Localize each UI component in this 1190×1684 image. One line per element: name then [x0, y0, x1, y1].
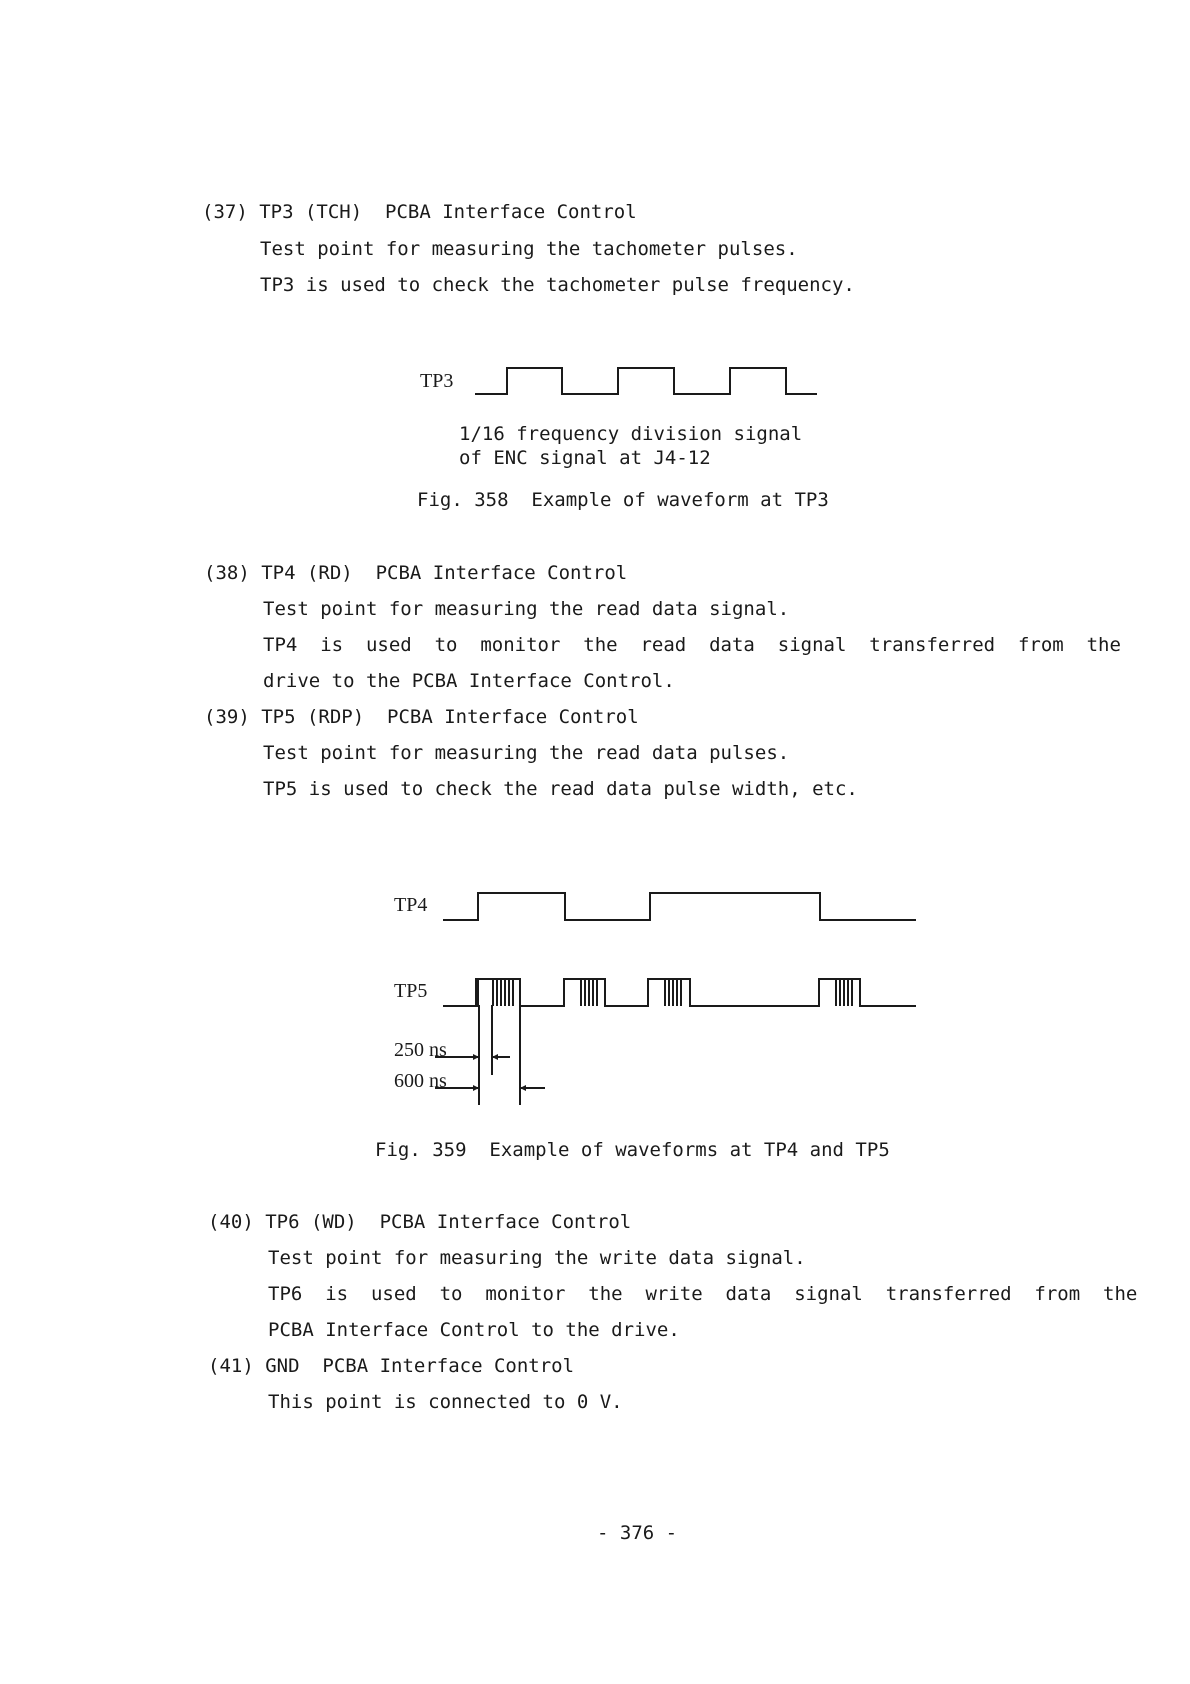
- timing-markers: [435, 1000, 595, 1110]
- section-40-line-1: Test point for measuring the write data signal.: [268, 1247, 806, 1269]
- fig358-note-line-2: of ENC signal at J4-12: [459, 447, 711, 469]
- tp3-label: TP3: [420, 370, 454, 392]
- section-38-line-1: Test point for measuring the read data signal.: [263, 598, 790, 620]
- section-37-heading: (37) TP3 (TCH) PCBA Interface Control: [202, 201, 637, 223]
- section-39-line-2: TP5 is used to check the read data pulse width, etc.: [263, 778, 858, 800]
- timing-600ns: 600 ns: [394, 1070, 447, 1092]
- section-39-heading: (39) TP5 (RDP) PCBA Interface Control: [204, 706, 639, 728]
- fig359-caption: Fig. 359 Example of waveforms at TP4 and TP5: [375, 1139, 890, 1161]
- section-40-line-3: PCBA Interface Control to the drive.: [268, 1319, 680, 1341]
- section-40-line-2: TP6 is used to monitor the write data signal transferred from the: [268, 1283, 1138, 1305]
- section-37-line-2: TP3 is used to check the tachometer pulse frequency.: [260, 274, 855, 296]
- tp4-waveform: [440, 880, 920, 940]
- timing-250ns: 250 ns: [394, 1039, 447, 1061]
- section-38-line-2: TP4 is used to monitor the read data signal transferred from the: [263, 634, 1121, 656]
- tp3-waveform: [470, 358, 830, 418]
- section-40-heading: (40) TP6 (WD) PCBA Interface Control: [208, 1211, 632, 1233]
- tp5-label: TP5: [394, 980, 428, 1002]
- fig358-caption: Fig. 358 Example of waveform at TP3: [417, 489, 829, 511]
- tp4-label: TP4: [394, 894, 428, 916]
- section-37-line-1: Test point for measuring the tachometer pulses.: [260, 238, 798, 260]
- section-38-heading: (38) TP4 (RD) PCBA Interface Control: [204, 562, 628, 584]
- page-number: - 376 -: [597, 1522, 678, 1544]
- section-41-heading: (41) GND PCBA Interface Control: [208, 1355, 575, 1377]
- section-41-line-1: This point is connected to 0 V.: [268, 1391, 623, 1413]
- fig358-note-line-1: 1/16 frequency division signal: [459, 423, 803, 445]
- section-38-line-3: drive to the PCBA Interface Control.: [263, 670, 675, 692]
- section-39-line-1: Test point for measuring the read data pulses.: [263, 742, 790, 764]
